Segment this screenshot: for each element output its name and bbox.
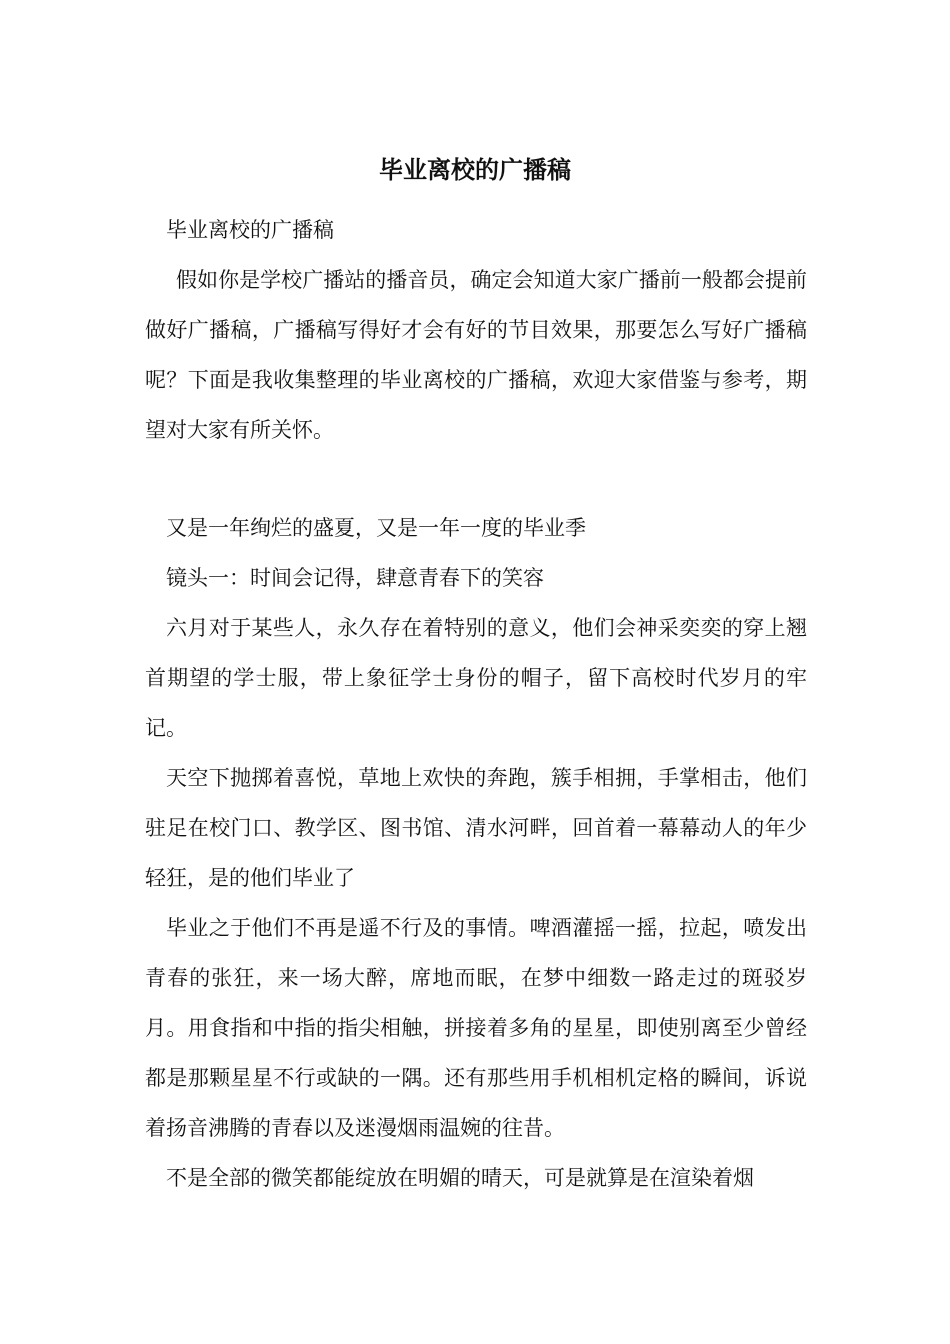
body-paragraph: 不是全部的微笑都能绽放在明媚的晴天，可是就算是在渲染着烟 (166, 1166, 754, 1190)
section-heading: 镜头一：时间会记得，肆意青春下的笑容 (166, 566, 544, 590)
subtitle-paragraph: 毕业离校的广播稿 (166, 218, 334, 242)
paragraph-gap (145, 455, 807, 503)
lead-line: 又是一年绚烂的盛夏，又是一年一度的毕业季 (166, 516, 586, 540)
intro-paragraph: 假如你是学校广播站的播音员，确定会知道大家广播前一般都会提前做好广播稿，广播稿写得好才会有好的节目效果，那要怎么写好广播稿呢？下面是我收集整理的毕业离校的广播稿，欢迎大家借鉴与参考，期望对大家有所关怀。 (145, 268, 807, 442)
body-paragraph: 毕业之于他们不再是遥不行及的事情。啤酒灌摇一摇，拉起，喷发出青春的张狂，来一场大醉，席地而眠，在梦中细数一路走过的斑驳岁月。用食指和中指的指尖相触，拼接着多角的星星，即使别离至少曾经都是那颗星星不行或缺的一隅。还有那些用手机相机定格的瞬间，诉说着扬音沸腾的青春以及迷漫烟雨温婉的往昔。 (145, 916, 807, 1140)
document-title: 毕业离校的广播稿 (379, 155, 571, 184)
document-body (145, 205, 807, 1203)
body-paragraph: 六月对于某些人，永久存在着特别的意义，他们会神采奕奕的穿上翘首期望的学士服，带上象征学士身份的帽子，留下高校时代岁月的牢记。 (145, 616, 807, 740)
body-paragraph: 天空下抛掷着喜悦，草地上欢快的奔跑，簇手相拥，手掌相击，他们驻足在校门口、教学区、图书馆、清水河畔，回首着一幕幕动人的年少轻狂，是的他们毕业了 (145, 766, 807, 890)
